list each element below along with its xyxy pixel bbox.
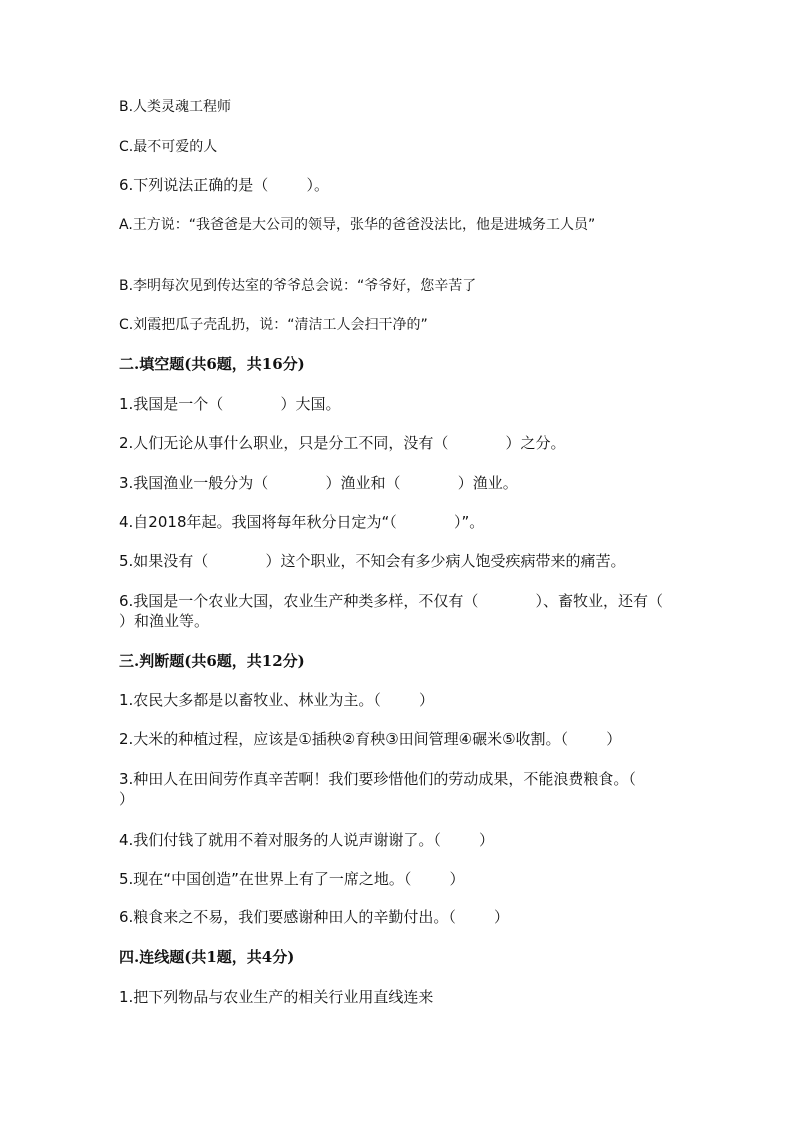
matching-question-1: 1.把下列物品与农业生产的相关行业用直线连来 (119, 988, 434, 1006)
judge-question-6: 6.粮食来之不易，我们要感谢种田人的辛勤付出。（ ） (119, 908, 509, 926)
fill-question-4: 4.自2018年起。我国将每年秋分日定为“（ ）”。 (119, 513, 485, 531)
fill-question-5: 5.如果没有（ ）这个职业，不知会有多少病人饱受疾病带来的痛苦。 (119, 552, 626, 570)
option-c-liu-xia: C.刘霞把瓜子壳乱扔，说：“清洁工人会扫干净的” (119, 317, 428, 333)
option-a-wang-fang: A.王方说：“我爸爸是大公司的领导，张华的爸爸没法比，他是进城务工人员” (119, 217, 596, 233)
fill-question-3: 3.我国渔业一般分为（ ）渔业和（ ）渔业。 (119, 474, 518, 492)
choice-question-6: 6.下列说法正确的是（ ）。 (119, 176, 329, 194)
judge-question-3: 3.种田人在田间劳作真辛苦啊！我们要珍惜他们的劳动成果，不能浪费粮食。（ ） (119, 770, 674, 808)
option-c-least-lovable: C.最不可爱的人 (119, 139, 218, 155)
fill-question-1: 1.我国是一个（ ）大国。 (119, 395, 341, 413)
fill-question-6: 6.我国是一个农业大国，农业生产种类多样，不仅有（ ）、畜牧业，还有（ ）和渔业等。 (119, 592, 721, 630)
option-b-li-ming: B.李明每次见到传达室的爷爷总会说：“爷爷好，您辛苦了 (119, 278, 477, 294)
section-heading-matching: 四.连线题(共1题，共4分) (119, 948, 295, 966)
option-b-engineer-of-souls: B.人类灵魂工程师 (119, 99, 232, 115)
judge-question-2: 2.大米的种植过程，应该是①插秧②育秧③田间管理④碾米⑤收割。（ ） (119, 730, 622, 748)
section-heading-fill-in: 二.填空题(共6题，共16分) (119, 355, 305, 373)
judge-question-1: 1.农民大多都是以畜牧业、林业为主。（ ） (119, 691, 434, 709)
fill-question-2: 2.人们无论从事什么职业，只是分工不同，没有（ ）之分。 (119, 434, 566, 452)
judge-question-5: 5.现在“中国创造”在世界上有了一席之地。（ ） (119, 870, 465, 888)
judge-question-4: 4.我们付钱了就用不着对服务的人说声谢谢了。（ ） (119, 831, 494, 849)
section-heading-true-false: 三.判断题(共6题，共12分) (119, 652, 305, 670)
